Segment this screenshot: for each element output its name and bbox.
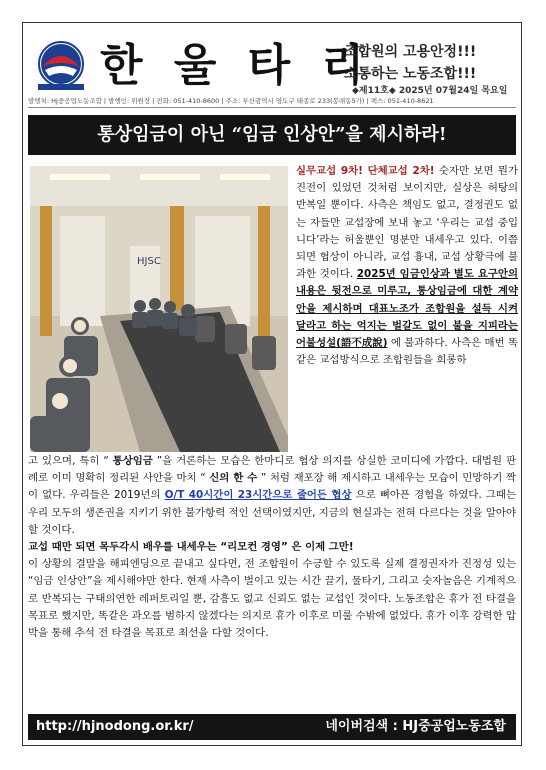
- union-logo: [32, 40, 90, 92]
- slogan-line-2: 소통하는 노동조합!!!: [344, 66, 477, 82]
- article-paragraph-1-end: 에 불과하다. 사측은 매번 똑같은 교섭방식으로 조합원들을 희롱하: [296, 337, 518, 367]
- slogan: [344, 41, 476, 85]
- article-paragraph-2c: ” 처럼 재포장 해 제시하고 내세우는 모습이 민망하기 짝이 없다. 우리들은 2019년의: [28, 472, 516, 502]
- headline-banner: 통상임금이 아닌 “임금 인상안”을 제시하라!: [28, 115, 516, 155]
- article-paragraph-2b: ”을 거론하는 모습은 한마디로 협상 의지를 상실한 코미디에 가깝다. 대법원 판례로 이미 명확히 정리된 사안을 마치 “: [28, 455, 516, 485]
- article-full-width: [28, 453, 516, 642]
- article-paragraph-2d: 으로 뼈아픈 경험을 하였다. 그때는 우리 모두의 생존권을 지키기 위한 불가항력 적인 선택이였지만, 지금의 현실과는 전혀 다르다는 것을 알아야 할 것이다.: [28, 489, 516, 536]
- footer-bar: [28, 714, 516, 740]
- article-subheading: 교섭 때만 되면 목두각시 배우를 내세우는 “리모컨 경영” 은 이제 그만!: [28, 541, 354, 554]
- article-column: [296, 163, 518, 369]
- article-paragraph-1: 숫자만 보면 뭔가 진전이 있었던 것처럼 보이지만, 실상은 허탕의 반복일 뿐이다. 사측은 책임도 없고, 결정권도 없는 자들만 교섭장에 보내 놓고 ‘우리는 교섭 중입니다’라는 허울뿐인 명분만 내세우고 있다. 이쯤 되면 협상이 아니라, 교섭 흉내, 교섭 상황극에 불과한 것이다.: [296, 165, 518, 281]
- highlight-term-wage: 통상임금: [112, 455, 153, 467]
- article-lead: 실무교섭 9차! 단체교섭 2차!: [296, 165, 435, 177]
- wall-sign-text: HJSC: [137, 256, 161, 267]
- highlight-term-divine: 신의 한 수: [209, 472, 258, 485]
- publisher-info-bar: 발행처: HJ중공업노동조합 | 발행인: 위원장 | 전화: 051-410-8600 | 주소: 부산광역시 영도구 태종로 233(봉래동5가) | 팩스: 051-410-8621: [28, 96, 516, 108]
- meeting-photo: [30, 166, 288, 452]
- footer-url-link[interactable]: http://hjnodong.or.kr/: [36, 719, 194, 734]
- slogan-line-1: 조합원의 고용안정!!!: [344, 44, 477, 60]
- highlight-overtime: O/T 40시간이 23시간으로 줄어든 협상: [164, 489, 352, 502]
- article-emphasis-underlined: 2025년 임금인상과 별도 요구안의 내용은 뒷전으로 미루고, 통상임금에 대한 계약 안을 제시하며 대표노조가 조합원을 설득 시켜 달라고 하는 억지는 벌갈도 없이 불을 지피라는 어불성설(語不成說): [296, 268, 518, 350]
- issue-date: ◆제11호◆ 2025년 07월24일 목요일: [352, 86, 508, 96]
- article-paragraph-3: 이 상황의 결말을 해피엔딩으로 끝내고 싶다면, 전 조합원이 수긍할 수 있도록 실제 결정권자가 진정성 있는 “임금 인상안”을 제시해야만 한다. 현재 사측이 벌이고 있는 시간 끌기, 물타기, 그리고 숫자놀음은 기계적으로 반복되는 구태의연한 레퍼토리일 뿐, 감흥도 없고 신뢰도 없는 교섭인 것이다. 노동조합은 휴가 전 타결을 목표로 했지만, 똑같은 과오를 범하지 않겠다는 의지로 휴가 이후로 미룰 수밖에 없었다. 휴가 이후 강력한 압박을 통해 추석 전 타결을 목표로 최선을 다할 것이다.: [28, 558, 516, 640]
- article-paragraph-2a: 고 있으며, 특히 “: [28, 455, 109, 467]
- masthead-title: 한 울 타 리: [100, 40, 372, 91]
- footer-search-text: 네이버검색 : HJ중공업노동조합: [325, 719, 506, 734]
